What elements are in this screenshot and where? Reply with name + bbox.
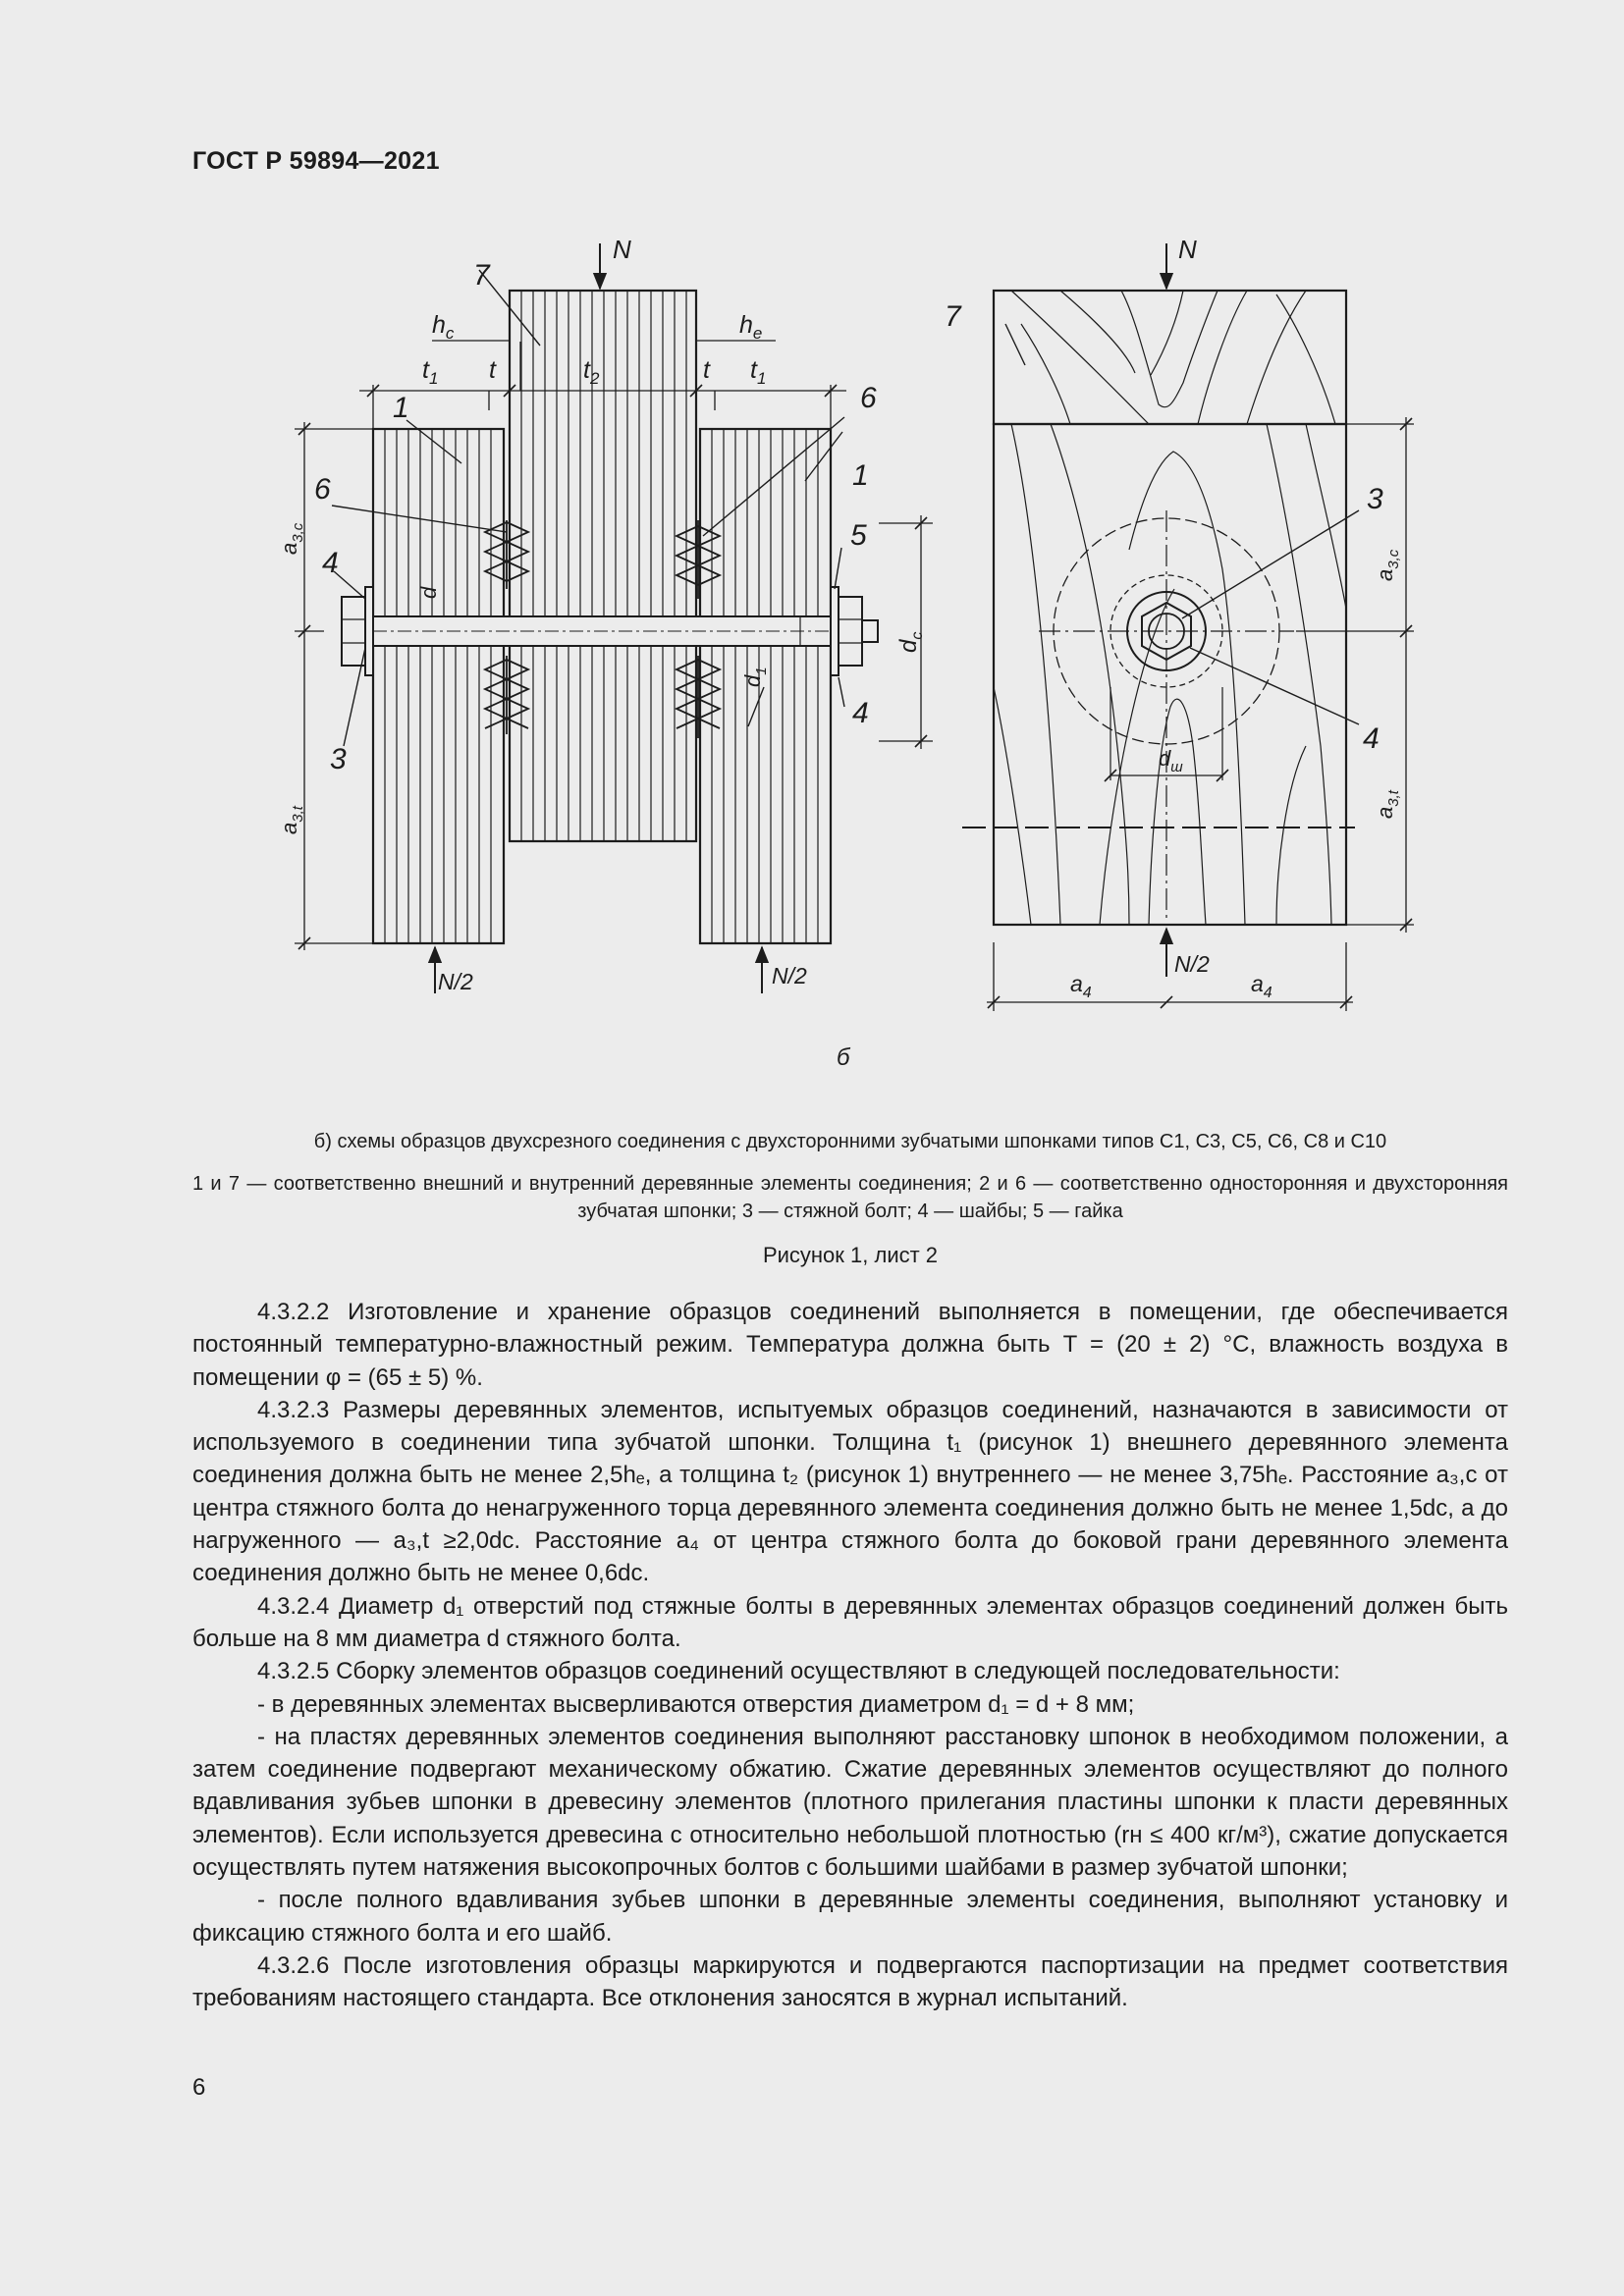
legend-line-1: 1 и 7 — соответственно внешний и внутренний деревянные элементы соединения; 2 и 6 — соответственно односторонняя	[192, 1173, 1348, 1195]
label-item-7-right: 7	[945, 300, 961, 333]
label-a3c-left: $a_{3,с}$	[277, 522, 306, 555]
label-a3t-left: $a_{3,t}$	[277, 806, 306, 834]
list-item-drilling: - в деревянных элементах высверливаются отверстия диаметром d₁ = d + 8 мм;	[257, 1690, 1135, 1718]
label-t1-left: $t_1$	[422, 356, 439, 388]
outer-member-face	[994, 424, 1346, 925]
face-view	[962, 243, 1414, 1011]
label-dc: $d_с$	[895, 631, 926, 653]
paragraph-4-3-2-2: 4.3.2.2 Изготовление и хранение образцов соединений выполняется в помещении, где обеспечивается постоянный температурно-влажностный режим. Температура должна быть T = (20 ± 2) °С, влажность воздуха в помещении φ = (65 ± 5) %.	[192, 1299, 1508, 1391]
document-header: ГОСТ Р 59894—2021	[192, 147, 440, 175]
figure-legend	[192, 1170, 1508, 1225]
label-item-7-left: 7	[473, 259, 490, 292]
label-item-6-left: 6	[314, 473, 331, 506]
inner-member	[510, 291, 696, 841]
label-t2: $t_2$	[583, 356, 600, 388]
label-hc: $h_с$	[432, 311, 455, 343]
label-load-n-right: N	[1178, 235, 1197, 264]
tie-bolt	[342, 587, 878, 675]
label-load-half-left: N/2	[438, 969, 473, 994]
label-item-1-left: 1	[393, 392, 409, 424]
label-item-6-right: 6	[860, 382, 877, 414]
label-item-4-right: 4	[852, 697, 869, 729]
paragraph-4-3-2-6: 4.3.2.6 После изготовления образцы маркируются и подвергаются паспортизации на предмет соответствия требованиям настоящего стандарта. Все отклонения заносятся в журнал испытаний.	[192, 1951, 1508, 2012]
legend-line-2: и двухсторонняя зубчатая шпонки; 3 — стяжной болт; 4 — шайбы; 5 — гайка	[577, 1173, 1508, 1222]
label-a3c-right: $a_{3,с}$	[1373, 549, 1402, 581]
label-item-3-left: 3	[330, 743, 347, 775]
list-item-bolt-fixing: - после полного вдавливания зубьев шпонки в деревянные элементы соединения, выполняют установку и фиксацию стяжного болта и его шайб.	[192, 1887, 1508, 1947]
label-item-4-left: 4	[322, 547, 339, 579]
label-t-right: t	[703, 356, 710, 384]
outer-member-right	[700, 429, 831, 943]
figure-title: Рисунок 1, лист 2	[762, 1243, 939, 1267]
body-text	[192, 1296, 1508, 2015]
label-item-3-right: 3	[1367, 483, 1383, 515]
figure-caption: б) схемы образцов двухсрезного соединения с двухсторонними зубчатыми шпонками типов С1, С3, С5, С6, С8 и С10	[313, 1131, 1387, 1152]
label-a4-right: $a_4$	[1251, 971, 1272, 1001]
label-t-left: t	[489, 356, 496, 384]
list-item-compression: - на пластях деревянных элементов соединения выполняют расстановку шпонок в необходимом положении, а затем соединение подвергают механическому обжатию. Сжатие деревянных элементов осуществляют до полного вдавливания зубьев шпонки в древесину элементов (плотного прилегания пластины шпонки к пласти деревянных элементов). Если используется древесина с относительно небольшой плотностью (rн ≤ 400 кг/м³), сжатие допускается осуществлять путем натяжения высокопрочных болтов с большими шайбами в размер зубчатой шпонки;	[192, 1723, 1508, 1882]
label-t1-right: $t_1$	[750, 356, 767, 388]
label-d1: $d_1$	[740, 667, 770, 687]
label-item-4-face: 4	[1363, 722, 1380, 755]
label-item-1-right: 1	[852, 459, 869, 492]
paragraph-4-3-2-5: 4.3.2.5 Сборку элементов образцов соединений осуществляют в следующей последовательности:	[257, 1658, 1340, 1685]
label-item-5: 5	[850, 519, 867, 552]
label-load-half-right: N/2	[772, 963, 807, 988]
paragraph-4-3-2-3: 4.3.2.3 Размеры деревянных элементов, испытуемых образцов соединений, назначаются в зависимости от используемого в соединении типа зубчатой шпонки. Толщина t₁ (рисунок 1) внешнего деревянного элемента соединения должна быть не менее 2,5hₑ, а толщина t₂ (рисунок 1) внутреннего — не менее 3,75hₑ. Расстояние a₃,c от центра стяжного болта до ненагруженного торца деревянного элемента соединения должно быть не менее 1,5dc, а до нагруженного — a₃,t ≥2,0dc. Расстояние a₄ от центра стяжного болта до боковой грани деревянного элемента соединения должно быть не менее 0,6dc.	[192, 1396, 1508, 1587]
page-number: 6	[192, 2074, 206, 2101]
section-view	[295, 243, 933, 993]
label-he: $h_е$	[739, 311, 763, 343]
figure-1-sheet-2	[0, 0, 1624, 1099]
outer-member-left	[373, 429, 504, 943]
label-load-n-left: N	[613, 235, 631, 264]
label-load-half-face: N/2	[1174, 951, 1210, 977]
label-d: d	[416, 586, 441, 599]
label-a3t-right: $a_{3,t}$	[1373, 790, 1402, 819]
label-variant: б	[837, 1044, 850, 1071]
paragraph-4-3-2-4: 4.3.2.4 Диаметр d₁ отверстий под стяжные болты в деревянных элементах образцов соединений должен быть больше на 8 мм диаметра d стяжного болта.	[192, 1592, 1508, 1652]
label-a4-left: $a_4$	[1070, 971, 1092, 1001]
inner-member-face	[994, 291, 1346, 424]
label-dsh: $d_ш$	[1159, 746, 1183, 775]
